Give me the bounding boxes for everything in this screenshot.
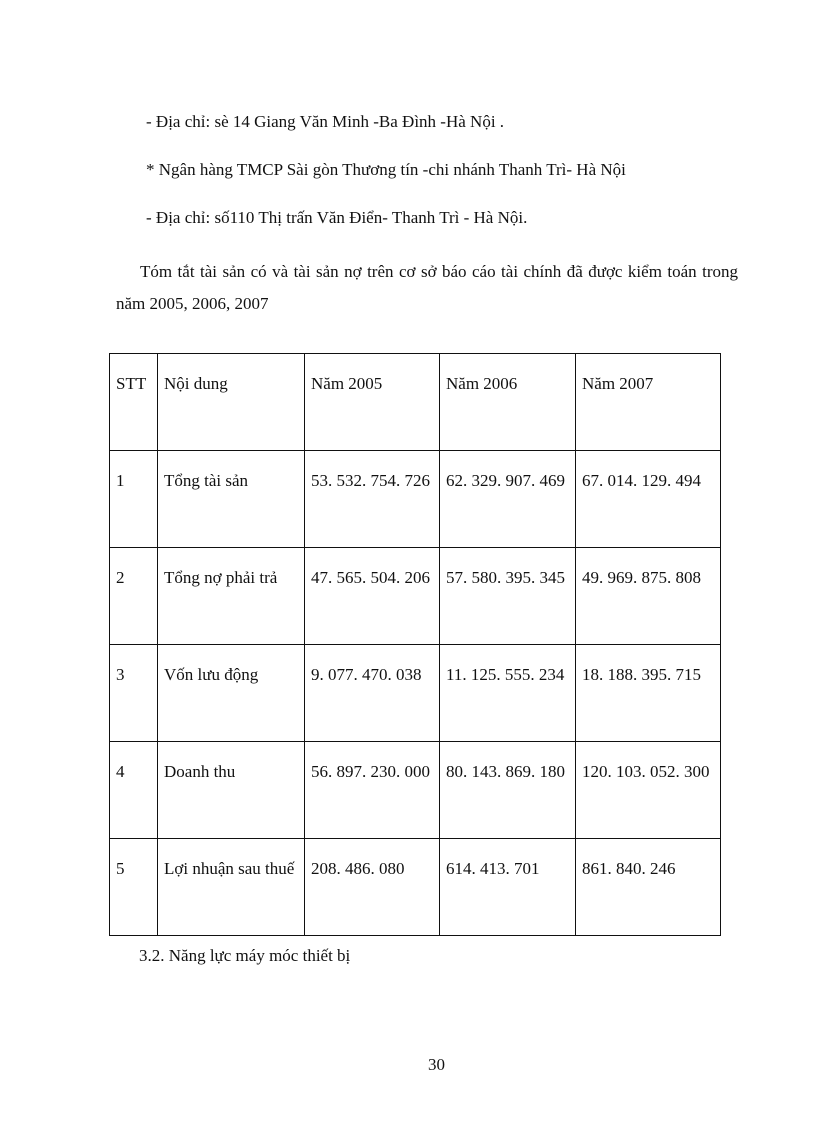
- header-2007: Năm 2007: [576, 354, 721, 451]
- cell-2007: 18. 188. 395. 715: [576, 645, 721, 742]
- header-stt: STT: [110, 354, 158, 451]
- address-line-2: - Địa chỉ: số110 Thị trấn Văn Điển- Thanh Trì - Hà Nội.: [146, 208, 528, 227]
- cell-content: Doanh thu: [158, 742, 305, 839]
- financial-summary-table: [109, 353, 721, 936]
- cell-2006: 614. 413. 701: [440, 839, 576, 936]
- cell-stt: 4: [110, 742, 158, 839]
- cell-2005: 208. 486. 080: [305, 839, 440, 936]
- address-line-1: - Địa chỉ: sè 14 Giang Văn Minh -Ba Đình -Hà Nội .: [146, 112, 505, 131]
- summary-paragraph: Tóm tắt tài sản có và tài sản nợ trên cơ sở báo cáo tài chính đã được kiểm toán trong năm 2005, 2006, 2007: [116, 262, 738, 313]
- cell-2006: 62. 329. 907. 469: [440, 451, 576, 548]
- table-row: [110, 451, 721, 548]
- cell-content: Tổng tài sản: [158, 451, 305, 548]
- cell-2005: 53. 532. 754. 726: [305, 451, 440, 548]
- cell-2005: 47. 565. 504. 206: [305, 548, 440, 645]
- cell-content: Vốn lưu động: [158, 645, 305, 742]
- table-row: [110, 548, 721, 645]
- cell-2006: 57. 580. 395. 345: [440, 548, 576, 645]
- cell-2005: 9. 077. 470. 038: [305, 645, 440, 742]
- header-content: Nội dung: [158, 354, 305, 451]
- cell-content: Tổng nợ phải trả: [158, 548, 305, 645]
- cell-2007: 67. 014. 129. 494: [576, 451, 721, 548]
- header-2006: Năm 2006: [440, 354, 576, 451]
- cell-stt: 3: [110, 645, 158, 742]
- cell-2007: 120. 103. 052. 300: [576, 742, 721, 839]
- bank-line: * Ngân hàng TMCP Sài gòn Thương tín -chi nhánh Thanh Trì- Hà Nội: [146, 160, 626, 179]
- cell-2005: 56. 897. 230. 000: [305, 742, 440, 839]
- page-number: 30: [428, 1055, 445, 1074]
- table-row: [110, 742, 721, 839]
- table-row: [110, 839, 721, 936]
- cell-stt: 1: [110, 451, 158, 548]
- header-2005: Năm 2005: [305, 354, 440, 451]
- section-heading: 3.2. Năng lực máy móc thiết bị: [139, 946, 351, 965]
- cell-2006: 80. 143. 869. 180: [440, 742, 576, 839]
- table-row: [110, 645, 721, 742]
- cell-2006: 11. 125. 555. 234: [440, 645, 576, 742]
- cell-content: Lợi nhuận sau thuế: [158, 839, 305, 936]
- cell-stt: 5: [110, 839, 158, 936]
- cell-stt: 2: [110, 548, 158, 645]
- table-header-row: [110, 354, 721, 451]
- cell-2007: 49. 969. 875. 808: [576, 548, 721, 645]
- cell-2007: 861. 840. 246: [576, 839, 721, 936]
